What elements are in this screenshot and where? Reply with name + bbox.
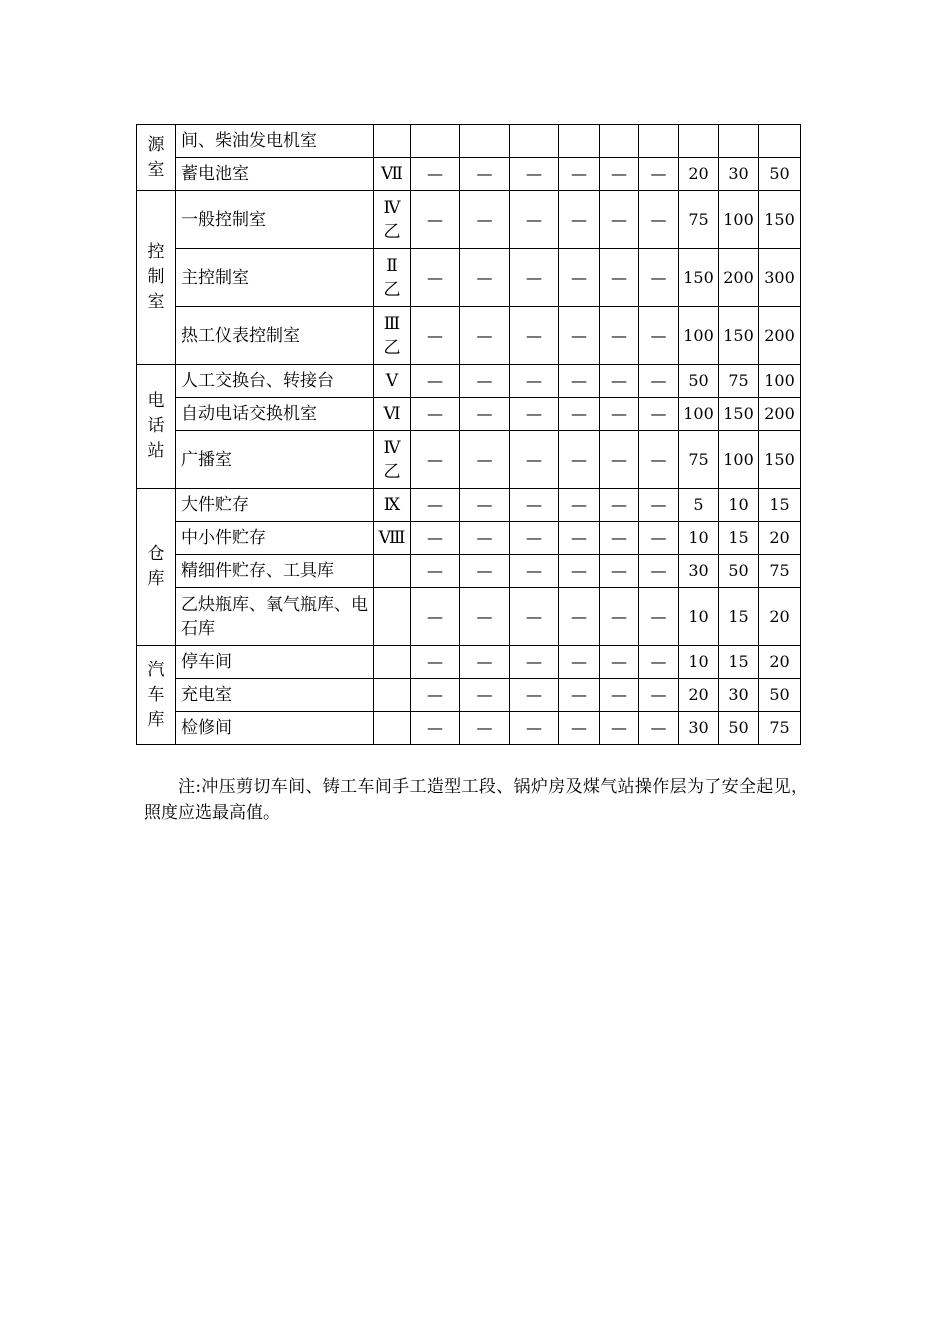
dash-cell: — [639, 588, 679, 646]
table-row [137, 365, 801, 398]
dash-cell: — [559, 712, 600, 745]
table-row [137, 679, 801, 712]
empty-cell [510, 125, 559, 158]
room-name-cell: 充电室 [176, 679, 374, 712]
dash-cell: — [510, 489, 559, 522]
dash-cell: — [510, 646, 559, 679]
dash-cell: — [600, 249, 639, 307]
grade-cell [374, 125, 411, 158]
grade-text: 乙 [383, 337, 401, 358]
category-char: 制 [147, 267, 165, 287]
dash-cell: — [460, 191, 510, 249]
dash-cell: — [411, 489, 460, 522]
room-name-cell: 自动电话交换机室 [176, 398, 374, 431]
category-char: 电 [147, 391, 165, 411]
dash-cell: — [600, 191, 639, 249]
dash-cell: — [559, 365, 600, 398]
room-name-cell: 一般控制室 [176, 191, 374, 249]
illuminance-value-cell: 100 [679, 398, 719, 431]
dash-cell: — [559, 191, 600, 249]
grade-cell [374, 191, 411, 249]
dash-cell: — [510, 679, 559, 712]
category-char: 车 [147, 684, 165, 705]
illuminance-value-cell: 300 [759, 249, 801, 307]
illuminance-value-cell: 150 [759, 191, 801, 249]
table-row [137, 712, 801, 745]
illuminance-value-cell: 75 [679, 431, 719, 489]
dash-cell: — [460, 307, 510, 365]
category-cell [137, 365, 176, 489]
illuminance-value-cell: 200 [759, 307, 801, 365]
dash-cell: — [411, 646, 460, 679]
room-name-cell: 大件贮存 [176, 489, 374, 522]
dash-cell: — [411, 365, 460, 398]
dash-cell: — [460, 489, 510, 522]
dash-cell: — [411, 679, 460, 712]
dash-cell: — [460, 249, 510, 307]
category-char: 仓 [147, 544, 165, 564]
illuminance-value-cell: 200 [719, 249, 759, 307]
category-char: 库 [147, 709, 165, 730]
dash-cell: — [600, 646, 639, 679]
empty-cell [759, 125, 801, 158]
table-row [137, 522, 801, 555]
dash-cell: — [600, 398, 639, 431]
empty-cell [600, 125, 639, 158]
illuminance-value-cell: 100 [719, 431, 759, 489]
table-row [137, 588, 801, 646]
dash-cell: — [411, 158, 460, 191]
category-char: 室 [147, 159, 165, 180]
dash-cell: — [600, 712, 639, 745]
room-name-cell: 人工交换台、转接台 [176, 365, 374, 398]
table-row [137, 191, 801, 249]
dash-cell: — [510, 522, 559, 555]
table-row [137, 431, 801, 489]
dash-cell: — [600, 522, 639, 555]
dash-cell: — [600, 158, 639, 191]
illuminance-value-cell: 100 [719, 191, 759, 249]
dash-cell: — [600, 555, 639, 588]
category-char: 源 [147, 134, 165, 155]
illuminance-value-cell: 20 [679, 158, 719, 191]
category-char: 站 [147, 441, 165, 461]
dash-cell: — [460, 588, 510, 646]
illuminance-value-cell: 75 [759, 555, 801, 588]
table-row [137, 398, 801, 431]
illuminance-value-cell: 50 [679, 365, 719, 398]
room-name-cell: 检修间 [176, 712, 374, 745]
illuminance-value-cell: 150 [719, 307, 759, 365]
empty-cell [559, 125, 600, 158]
dash-cell: — [510, 588, 559, 646]
grade-cell [374, 646, 411, 679]
grade-text: Ⅳ [383, 197, 401, 218]
category-cell [137, 489, 176, 646]
dash-cell: — [411, 191, 460, 249]
grade-cell [374, 431, 411, 489]
illuminance-value-cell: 50 [719, 555, 759, 588]
dash-cell: — [460, 679, 510, 712]
grade-cell [374, 679, 411, 712]
grade-cell [374, 489, 411, 522]
category-cell [137, 125, 176, 191]
dash-cell: — [411, 522, 460, 555]
table-row [137, 249, 801, 307]
dash-cell: — [510, 398, 559, 431]
dash-cell: — [411, 249, 460, 307]
grade-cell [374, 398, 411, 431]
grade-text: Ⅶ [381, 164, 403, 184]
dash-cell: — [639, 398, 679, 431]
illuminance-value-cell: 20 [759, 588, 801, 646]
dash-cell: — [600, 679, 639, 712]
table-row [137, 489, 801, 522]
illuminance-value-cell: 30 [679, 555, 719, 588]
table-row [137, 646, 801, 679]
illuminance-value-cell: 75 [679, 191, 719, 249]
illuminance-value-cell: 30 [679, 712, 719, 745]
grade-cell [374, 158, 411, 191]
table-row [137, 158, 801, 191]
dash-cell: — [460, 398, 510, 431]
illuminance-value-cell: 50 [719, 712, 759, 745]
dash-cell: — [559, 522, 600, 555]
illuminance-value-cell: 200 [759, 398, 801, 431]
illuminance-value-cell: 100 [679, 307, 719, 365]
dash-cell: — [639, 679, 679, 712]
grade-text: Ⅲ [383, 313, 401, 334]
illuminance-value-cell: 15 [719, 646, 759, 679]
dash-cell: — [411, 307, 460, 365]
dash-cell: — [639, 431, 679, 489]
dash-cell: — [600, 489, 639, 522]
illuminance-value-cell: 20 [759, 522, 801, 555]
illuminance-value-cell: 150 [719, 398, 759, 431]
grade-cell [374, 712, 411, 745]
illuminance-value-cell: 15 [719, 588, 759, 646]
dash-cell: — [639, 712, 679, 745]
illuminance-value-cell: 10 [679, 646, 719, 679]
category-cell [137, 191, 176, 365]
dash-cell: — [559, 249, 600, 307]
dash-cell: — [460, 555, 510, 588]
grade-cell [374, 588, 411, 646]
dash-cell: — [510, 249, 559, 307]
empty-cell [719, 125, 759, 158]
dash-cell: — [639, 191, 679, 249]
dash-cell: — [639, 489, 679, 522]
dash-cell: — [559, 431, 600, 489]
dash-cell: — [510, 158, 559, 191]
grade-cell [374, 307, 411, 365]
grade-text: Ⅸ [383, 495, 401, 515]
table-footnote: 注:冲压剪切车间、铸工车间手工造型工段、锅炉房及煤气站操作层为了安全起见，照度应选最高值。 [144, 777, 808, 823]
dash-cell: — [600, 588, 639, 646]
dash-cell: — [460, 431, 510, 489]
dash-cell: — [639, 365, 679, 398]
illuminance-value-cell: 10 [679, 522, 719, 555]
illuminance-value-cell: 30 [719, 679, 759, 712]
grade-text: 乙 [383, 279, 401, 300]
dash-cell: — [411, 398, 460, 431]
illuminance-value-cell: 15 [719, 522, 759, 555]
dash-cell: — [460, 365, 510, 398]
category-char: 库 [147, 569, 165, 589]
category-char: 汽 [147, 659, 165, 680]
dash-cell: — [559, 555, 600, 588]
dash-cell: — [639, 158, 679, 191]
illuminance-table [136, 124, 801, 745]
illuminance-value-cell: 50 [759, 679, 801, 712]
dash-cell: — [600, 365, 639, 398]
dash-cell: — [559, 307, 600, 365]
illuminance-value-cell: 50 [759, 158, 801, 191]
dash-cell: — [639, 307, 679, 365]
dash-cell: — [510, 191, 559, 249]
dash-cell: — [460, 522, 510, 555]
illuminance-value-cell: 20 [679, 679, 719, 712]
grade-text: Ⅳ [383, 437, 401, 458]
room-name-cell: 蓄电池室 [176, 158, 374, 191]
category-char: 室 [147, 292, 165, 312]
empty-cell [411, 125, 460, 158]
illuminance-value-cell: 75 [759, 712, 801, 745]
empty-cell [679, 125, 719, 158]
dash-cell: — [639, 646, 679, 679]
room-name-cell: 精细件贮存、工具库 [176, 555, 374, 588]
dash-cell: — [510, 712, 559, 745]
illuminance-value-cell: 150 [679, 249, 719, 307]
grade-cell [374, 249, 411, 307]
dash-cell: — [411, 712, 460, 745]
illuminance-value-cell: 100 [759, 365, 801, 398]
dash-cell: — [559, 489, 600, 522]
dash-cell: — [411, 588, 460, 646]
table-row [137, 125, 801, 158]
grade-text: 乙 [383, 461, 401, 482]
illuminance-value-cell: 10 [679, 588, 719, 646]
room-name-cell: 间、柴油发电机室 [176, 125, 374, 158]
dash-cell: — [510, 431, 559, 489]
grade-text: Ⅱ [386, 255, 398, 276]
dash-cell: — [411, 555, 460, 588]
dash-cell: — [559, 398, 600, 431]
grade-cell [374, 365, 411, 398]
illuminance-value-cell: 5 [679, 489, 719, 522]
room-name-cell: 乙炔瓶库、氧气瓶库、电石库 [176, 588, 374, 646]
illuminance-value-cell: 20 [759, 646, 801, 679]
dash-cell: — [460, 158, 510, 191]
grade-text: Ⅷ [378, 528, 406, 548]
table-row [137, 307, 801, 365]
dash-cell: — [411, 431, 460, 489]
room-name-cell: 中小件贮存 [176, 522, 374, 555]
room-name-cell: 停车间 [176, 646, 374, 679]
dash-cell: — [559, 158, 600, 191]
dash-cell: — [510, 365, 559, 398]
grade-cell [374, 555, 411, 588]
grade-text: 乙 [383, 221, 401, 242]
grade-text: Ⅴ [385, 371, 399, 391]
illuminance-value-cell: 10 [719, 489, 759, 522]
category-char: 话 [147, 416, 165, 436]
dash-cell: — [559, 679, 600, 712]
illuminance-value-cell: 75 [719, 365, 759, 398]
dash-cell: — [639, 555, 679, 588]
dash-cell: — [460, 646, 510, 679]
illuminance-value-cell: 15 [759, 489, 801, 522]
illuminance-value-cell: 30 [719, 158, 759, 191]
dash-cell: — [639, 249, 679, 307]
grade-cell [374, 522, 411, 555]
illuminance-value-cell: 150 [759, 431, 801, 489]
room-name-cell: 广播室 [176, 431, 374, 489]
empty-cell [639, 125, 679, 158]
room-name-cell: 主控制室 [176, 249, 374, 307]
table-row [137, 555, 801, 588]
dash-cell: — [600, 431, 639, 489]
category-cell [137, 646, 176, 745]
category-char: 控 [147, 242, 165, 262]
grade-text: Ⅵ [383, 404, 401, 424]
dash-cell: — [639, 522, 679, 555]
empty-cell [460, 125, 510, 158]
dash-cell: — [510, 555, 559, 588]
dash-cell: — [510, 307, 559, 365]
dash-cell: — [559, 588, 600, 646]
dash-cell: — [460, 712, 510, 745]
dash-cell: — [559, 646, 600, 679]
room-name-cell: 热工仪表控制室 [176, 307, 374, 365]
dash-cell: — [600, 307, 639, 365]
